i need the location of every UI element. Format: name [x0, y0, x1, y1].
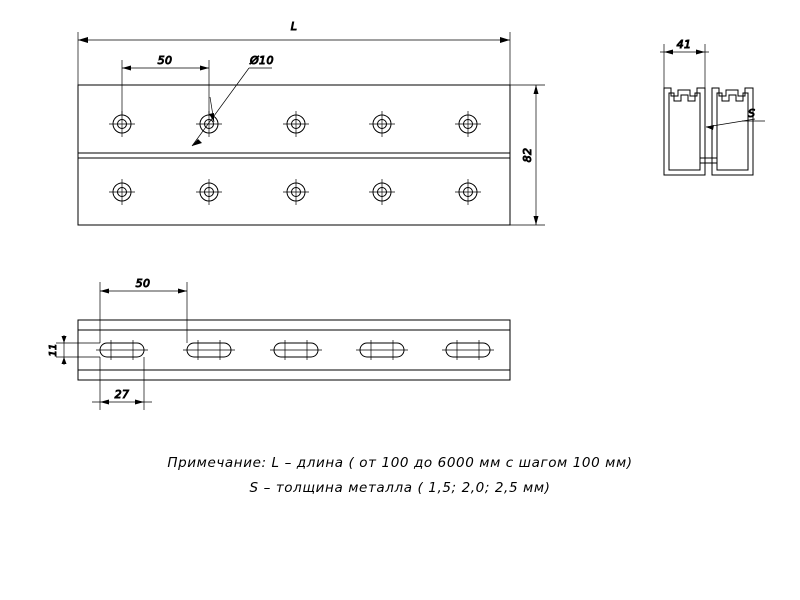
dimension-height-82-text: 82 — [521, 147, 534, 163]
dimension-slot-pitch-50-text: 50 — [135, 277, 151, 290]
slot — [356, 340, 408, 360]
section-web — [700, 158, 717, 163]
hole — [455, 111, 481, 137]
top-view-slot-row — [96, 340, 494, 360]
dimension-pitch-50-text: 50 — [157, 54, 173, 67]
hole — [196, 179, 222, 205]
hole — [283, 111, 309, 137]
slot — [183, 340, 235, 360]
top-view — [48, 277, 510, 410]
section-left-channel — [664, 88, 705, 175]
note-line-2: S – толщина металла ( 1,5; 2,0; 2,5 мм) — [249, 480, 551, 496]
hole — [109, 179, 135, 205]
slot — [442, 340, 494, 360]
hole — [369, 179, 395, 205]
dimension-slot-pitch-50 — [100, 282, 187, 343]
dimension-hole-diameter-leader — [192, 68, 272, 146]
dimension-width-41-text: 41 — [676, 38, 692, 51]
hole — [283, 179, 309, 205]
front-view — [78, 20, 545, 225]
section-view — [660, 38, 765, 175]
front-view-hole-row-lower — [109, 179, 481, 205]
section-right-channel-inner — [717, 93, 748, 170]
dimension-slot-length-27-text: 27 — [114, 388, 130, 401]
dimension-slot-length-27 — [92, 357, 152, 410]
slot — [270, 340, 322, 360]
dimension-thickness-S-leader — [706, 119, 765, 130]
dimension-length-L-text: L — [290, 20, 298, 33]
note-line-1: Примечание: L – длина ( от 100 до 6000 мм с шагом 100 мм) — [167, 455, 633, 471]
dimension-pitch-50 — [122, 60, 209, 115]
section-right-channel — [712, 88, 756, 175]
front-view-hole-row-upper — [109, 111, 481, 137]
dimension-length-L — [78, 32, 510, 85]
dimension-slot-height-11-text: 11 — [48, 343, 59, 357]
front-view-body — [78, 85, 510, 225]
section-left-channel-inner — [669, 93, 700, 170]
dimension-hole-diameter-text: Ø10 — [250, 54, 274, 67]
hole — [369, 111, 395, 137]
hole — [455, 179, 481, 205]
slot — [96, 340, 148, 360]
dimension-thickness-S-text: S — [748, 107, 756, 120]
